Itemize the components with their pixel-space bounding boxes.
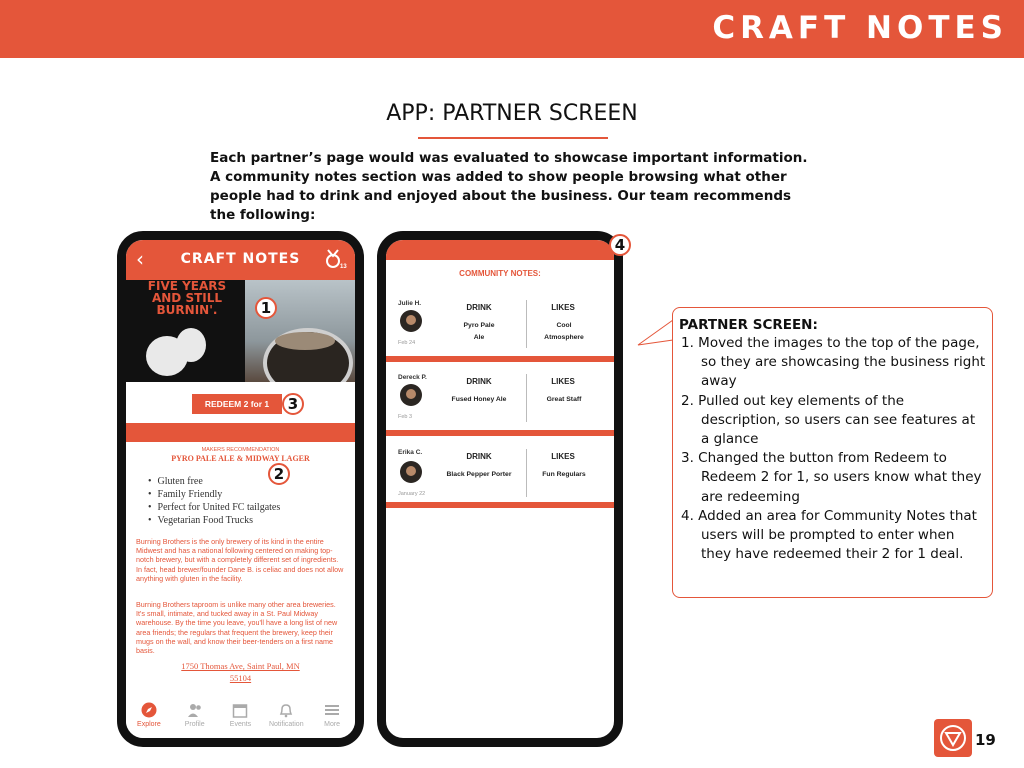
callout-pointer (636, 318, 676, 358)
brand-logo: CRAFT NOTES (712, 10, 1008, 46)
callout-title: PARTNER SCREEN: (679, 317, 818, 333)
note-separator (386, 430, 614, 436)
feature-list (148, 475, 280, 527)
compass-icon (141, 702, 157, 718)
list-item: • Vegetarian Food Trucks (148, 514, 280, 527)
drink-header: DRINK (466, 303, 492, 312)
list-item: 3. Changed the button from Redeem to Redeem 2 for 1, so users know what they are redeeming (681, 450, 982, 505)
tab-notification[interactable] (263, 702, 309, 728)
note-author: Erika C. (398, 449, 423, 456)
tab-more[interactable] (309, 702, 355, 728)
note-drink: Fused Honey Ale (451, 396, 507, 403)
avatar (400, 384, 422, 406)
list-item: 2. Pulled out key elements of the description, so users can see features at a glance (681, 392, 976, 448)
description-paragraph: Burning Brothers taproom is unlike many other area breweries. It's small, intimate, and tucked away in a St. Paul Midway warehouse. By the time you leave, you'll have a long list of new area friends; the regulars that frequent the brewery, keep their mugs on the wall, and know their beer-tenders on a first name basis. (136, 600, 338, 656)
app-brand: CRAFT NOTES (180, 251, 301, 267)
tab-label: More (324, 721, 341, 728)
app-header (386, 240, 614, 260)
note-author: Dereck P. (398, 374, 427, 381)
note-date: Feb 24 (398, 340, 416, 346)
column-divider (526, 374, 527, 422)
makers-recommendation-label: MAKERS RECOMMENDATION (201, 447, 280, 453)
partner-screen-callout (672, 307, 993, 598)
list-item: • Perfect for United FC tailgates (148, 501, 280, 514)
menu-icon (324, 702, 340, 718)
intro-text: Each partner’s page would was evaluated to showcase important information. A community notes section was added to show people browsing what other people had to drink and enjoyed about the business. Our team recommends the following: (210, 150, 808, 223)
list-item: 4. Added an area for Community Notes that users will be prompted to enter when they have redeemed their 2 for 1 deal. (681, 507, 977, 563)
badge-icon[interactable] (325, 248, 347, 270)
hero-image-text: FIVE YEARS AND STILL BURNIN'. (147, 280, 227, 317)
avatar (400, 461, 422, 483)
list-item: • Family Friendly (148, 488, 280, 501)
note-date: January 22 (398, 491, 426, 497)
app-header (126, 240, 355, 280)
note-likes: Great Staff (546, 396, 582, 403)
callout-list (679, 334, 986, 564)
tab-label: Notification (268, 721, 304, 728)
note-likes: Atmosphere (544, 334, 584, 341)
likes-header: LIKES (551, 377, 575, 386)
community-note (386, 374, 614, 436)
annotation-badge-2: 2 (268, 463, 290, 485)
hero-image-poster (126, 280, 245, 382)
column-divider (526, 300, 527, 348)
bottom-tab-bar (126, 698, 355, 738)
tab-label: Events (229, 721, 252, 728)
note-author: Julie H. (398, 300, 422, 307)
note-date: Feb 3 (398, 414, 413, 420)
chevron-left-icon[interactable]: ‹ (136, 247, 144, 271)
drink-header: DRINK (466, 452, 492, 461)
likes-header: LIKES (551, 452, 575, 461)
note-separator (386, 502, 614, 508)
list-item: 1. Moved the images to the top of the page, so they are showcasing the business right away (681, 335, 986, 390)
note-likes: Cool (556, 322, 572, 329)
top-banner (0, 0, 1024, 58)
calendar-icon (232, 702, 248, 718)
address-line: 55104 (229, 673, 252, 683)
footer-logo (934, 719, 972, 757)
tab-explore[interactable] (126, 702, 172, 728)
drink-header: DRINK (466, 377, 492, 386)
tab-profile[interactable] (172, 702, 218, 728)
address-line: 1750 Thomas Ave, Saint Paul, MN (181, 661, 300, 671)
bell-icon (278, 702, 294, 718)
title-underline (418, 137, 608, 139)
redeem-button[interactable]: REDEEM 2 for 1 (192, 394, 282, 414)
tab-label: Profile (184, 721, 205, 728)
annotation-badge-3: 3 (282, 393, 304, 415)
makers-recommendation-beers: PYRO PALE ALE & MIDWAY LAGER (171, 454, 310, 463)
hero-image-beer (245, 280, 355, 382)
annotation-badge-1: 1 (255, 297, 277, 319)
address-link[interactable] (126, 660, 355, 684)
note-likes: Fun Regulars (542, 471, 586, 478)
description-paragraph: Burning Brothers is the only brewery of its kind in the entire Midwest and has a national following centered on making top-notch brewery, but with a completely different set of ingredients. In fact, head brewer/founder Dane B. is celiac and does not allow anything with gluten in the facility. (136, 537, 344, 583)
likes-header: LIKES (551, 303, 575, 312)
tab-label: Explore (137, 721, 161, 728)
note-drink: Pyro Pale (463, 322, 495, 329)
note-drink: Black Pepper Porter (446, 471, 512, 478)
column-divider (526, 449, 527, 497)
community-note (386, 300, 614, 362)
community-notes-phone (377, 231, 623, 747)
avatar (400, 310, 422, 332)
people-icon (187, 702, 203, 718)
tab-events[interactable] (218, 702, 264, 728)
list-item: • Gluten free (148, 475, 280, 488)
note-separator (386, 356, 614, 362)
annotation-badge-4: 4 (609, 234, 631, 256)
note-drink: Ale (473, 334, 485, 341)
svg-text:13: 13 (340, 264, 347, 270)
page-number: 19 (975, 731, 996, 749)
partner-screen-phone (117, 231, 364, 747)
section-divider (126, 423, 355, 442)
community-notes-title: COMMUNITY NOTES: (459, 269, 541, 278)
page-title: APP: PARTNER SCREEN (386, 101, 638, 126)
